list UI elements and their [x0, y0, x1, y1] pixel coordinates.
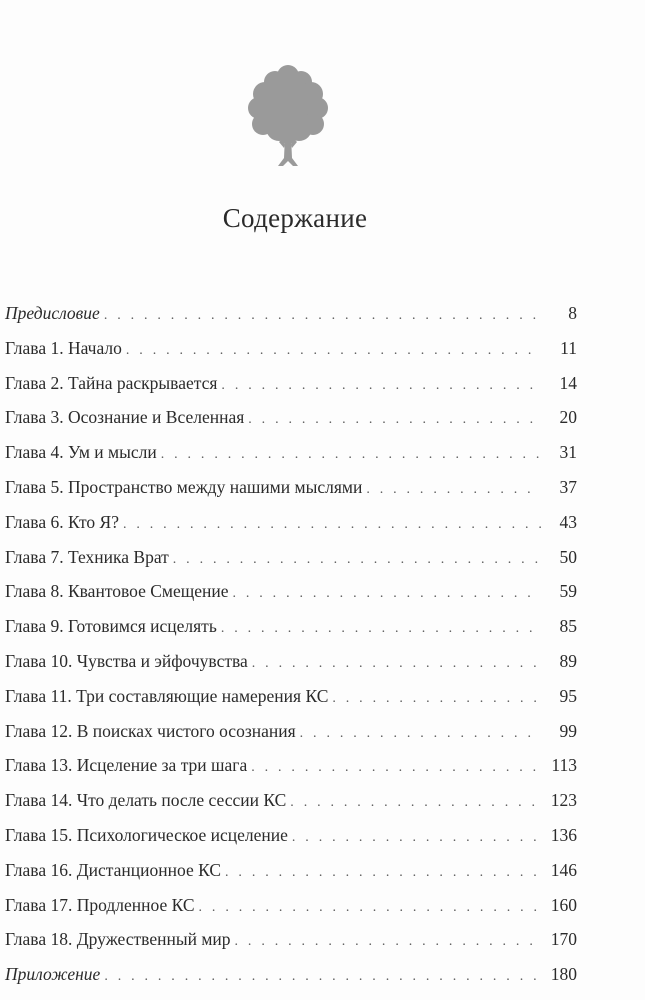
toc-entry	[5, 686, 577, 721]
toc-entry	[5, 651, 577, 686]
toc-entry	[5, 964, 577, 999]
toc-entry-page-number: 99	[559, 720, 577, 741]
toc-entry-page-number: 14	[559, 372, 577, 393]
toc-entry-title: Глава 18. Дружественный мир	[5, 929, 231, 950]
toc-dot-leader	[332, 691, 541, 707]
toc-entry	[5, 860, 577, 895]
toc-entry	[5, 825, 577, 860]
toc-entry	[5, 790, 577, 825]
toc-entry-title: Глава 9. Готовимся исцелять	[5, 616, 217, 637]
toc-dot-leader	[248, 412, 541, 428]
toc-entry-page-number: 95	[559, 685, 577, 706]
toc-entry-page-number: 11	[560, 337, 577, 358]
toc-dot-leader	[366, 482, 541, 498]
toc-entry-page-number: 170	[550, 929, 577, 950]
toc-entry-page-number: 43	[559, 511, 577, 532]
toc-entry-page-number: 85	[559, 616, 577, 637]
toc-entry	[5, 616, 577, 651]
toc-entry-title: Глава 7. Техника Врат	[5, 546, 169, 567]
toc-entry	[5, 895, 577, 930]
toc-entry-title: Глава 15. Психологическое исцеление	[5, 824, 288, 845]
toc-dot-leader	[252, 656, 541, 672]
toc-entry-title: Глава 2. Тайна раскрывается	[5, 372, 218, 393]
toc-dot-leader	[126, 343, 541, 359]
table-of-contents	[5, 303, 577, 999]
toc-entry-title: Глава 5. Пространство между нашими мыслями	[5, 476, 363, 497]
toc-entry	[5, 338, 577, 373]
toc-dot-leader	[221, 621, 541, 637]
toc-entry-title: Глава 8. Квантовое Смещение	[5, 581, 229, 602]
toc-entry-title: Глава 14. Что делать после сессии КС	[5, 790, 287, 811]
toc-entry-page-number: 180	[550, 964, 577, 985]
toc-dot-leader	[173, 552, 541, 568]
toc-entry-page-number: 123	[550, 790, 577, 811]
toc-entry-title: Глава 16. Дистанционное КС	[5, 859, 222, 880]
toc-entry-title: Предисловие	[5, 303, 100, 323]
toc-dot-leader	[123, 517, 541, 533]
toc-dot-leader	[235, 934, 541, 950]
toc-entry	[5, 581, 577, 616]
toc-entry-title: Приложение	[5, 964, 101, 985]
toc-dot-leader	[251, 760, 541, 776]
toc-entry-page-number: 113	[551, 755, 577, 776]
toc-dot-leader	[232, 586, 541, 602]
toc-entry-title: Глава 11. Три составляющие намерения КС	[5, 685, 329, 706]
toc-dot-leader	[292, 830, 541, 846]
toc-entry-page-number: 160	[550, 894, 577, 915]
toc-entry-title: Глава 6. Кто Я?	[5, 511, 119, 532]
toc-entry-page-number: 146	[550, 859, 577, 880]
toc-entry-title: Глава 3. Осознание и Вселенная	[5, 407, 245, 428]
toc-dot-leader	[104, 308, 541, 324]
toc-entry	[5, 373, 577, 408]
toc-entry	[5, 477, 577, 512]
toc-entry-title: Глава 13. Исцеление за три шага	[5, 755, 248, 776]
toc-dot-leader	[104, 969, 541, 985]
toc-entry-page-number: 89	[559, 650, 577, 671]
toc-dot-leader	[221, 378, 541, 394]
toc-entry-page-number: 136	[550, 824, 577, 845]
toc-dot-leader	[225, 865, 541, 881]
toc-entry	[5, 721, 577, 756]
page-title: Содержание	[222, 203, 368, 233]
toc-entry-title: Глава 1. Начало	[5, 337, 122, 358]
toc-entry-title: Глава 4. Ум и мысли	[5, 442, 157, 463]
toc-entry-page-number: 31	[559, 442, 577, 463]
toc-entry-page-number: 37	[559, 476, 577, 497]
tree-icon	[243, 62, 333, 172]
toc-entry-title: Глава 12. В поисках чистого осознания	[5, 720, 296, 741]
toc-dot-leader	[300, 726, 541, 742]
toc-entry-page-number: 20	[559, 407, 577, 428]
toc-entry-title: Глава 10. Чувства и эйфочувства	[5, 650, 248, 671]
toc-entry	[5, 929, 577, 964]
toc-entry	[5, 407, 577, 442]
toc-dot-leader	[199, 900, 541, 916]
toc-entry	[5, 442, 577, 477]
toc-entry-page-number: 8	[568, 303, 577, 323]
toc-entry	[5, 303, 577, 338]
toc-dot-leader	[290, 795, 541, 811]
toc-entry-page-number: 59	[559, 581, 577, 602]
toc-entry	[5, 547, 577, 582]
toc-entry-page-number: 50	[559, 546, 577, 567]
toc-entry	[5, 755, 577, 790]
toc-dot-leader	[161, 447, 541, 463]
toc-entry	[5, 512, 577, 547]
toc-entry-title: Глава 17. Продленное КС	[5, 894, 195, 915]
